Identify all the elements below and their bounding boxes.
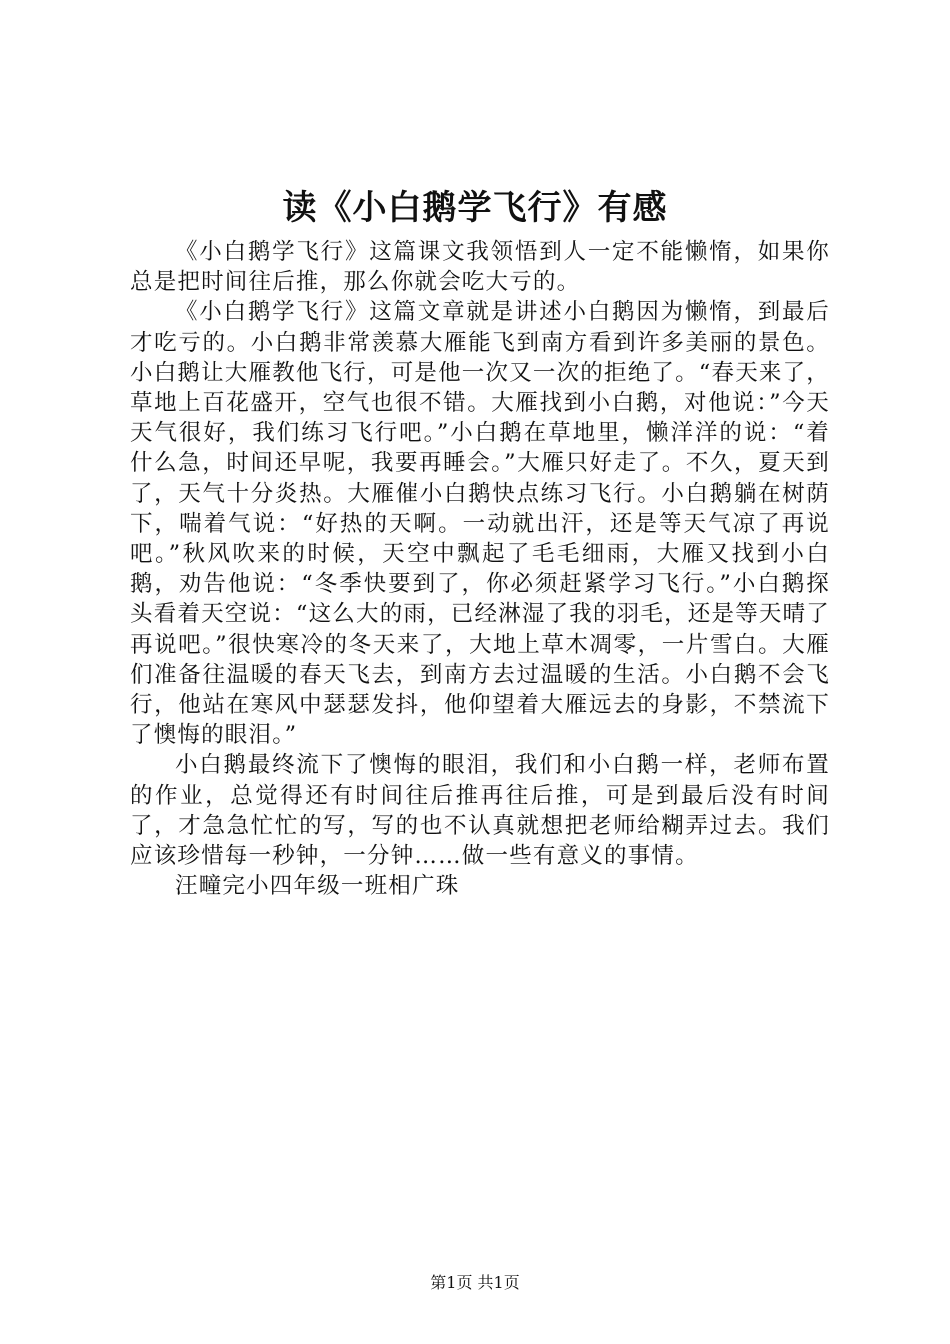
document-body xyxy=(130,237,830,901)
paragraph-2: 《小白鹅学飞行》这篇文章就是讲述小白鹅因为懒惰，到最后才吃亏的。小白鹅非常羡慕大雁能飞到南方看到许多美丽的景色。小白鹅让大雁教他飞行，可是他一次又一次的拒绝了。“春天来了，草地上百花盛开，空气也很不错。大雁找到小白鹅，对他说：”今天天气很好，我们练习飞行吧。”小白鹅在草地里，懒洋洋的说：“着什么急，时间还早呢，我要再睡会。”大雁只好走了。不久，夏天到了，天气十分炎热。大雁催小白鹅快点练习飞行。小白鹅躺在树荫下，喘着气说：“好热的天啊。一动就出汗，还是等天气凉了再说吧。”秋风吹来的时候，天空中飘起了毛毛细雨，大雁又找到小白鹅，劝告他说：“冬季快要到了，你必须赶紧学习飞行。”小白鹅探头看着天空说：“这么大的雨，已经淋湿了我的羽毛，还是等天晴了再说吧。”很快寒冷的冬天来了，大地上草木凋零，一片雪白。大雁们准备往温暖的春天飞去，到南方去过温暖的生活。小白鹅不会飞行，他站在寒风中瑟瑟发抖，他仰望着大雁远去的身影，不禁流下了懊悔的眼泪。” xyxy=(130,299,831,749)
paragraph-3: 小白鹅最终流下了懊悔的眼泪，我们和小白鹅一样，老师布置的作业，总觉得还有时间往后推再往后推，可是到最后没有时间了，才急急忙忙的写，写的也不认真就想把老师给糊弄过去。我们应该珍惜每一秒钟，一分钟……做一些有意义的事情。 xyxy=(130,752,830,870)
document-title: 读《小白鹅学飞行》有感 xyxy=(282,188,668,228)
author-signature: 汪疃完小四年级一班相广珠 xyxy=(175,873,460,900)
page-footer: 第1页 共1页 xyxy=(430,1273,520,1292)
paragraph-1: 《小白鹅学飞行》这篇课文我领悟到人一定不能懒惰，如果你总是把时间往后推，那么你就会吃大亏的。 xyxy=(130,239,830,296)
